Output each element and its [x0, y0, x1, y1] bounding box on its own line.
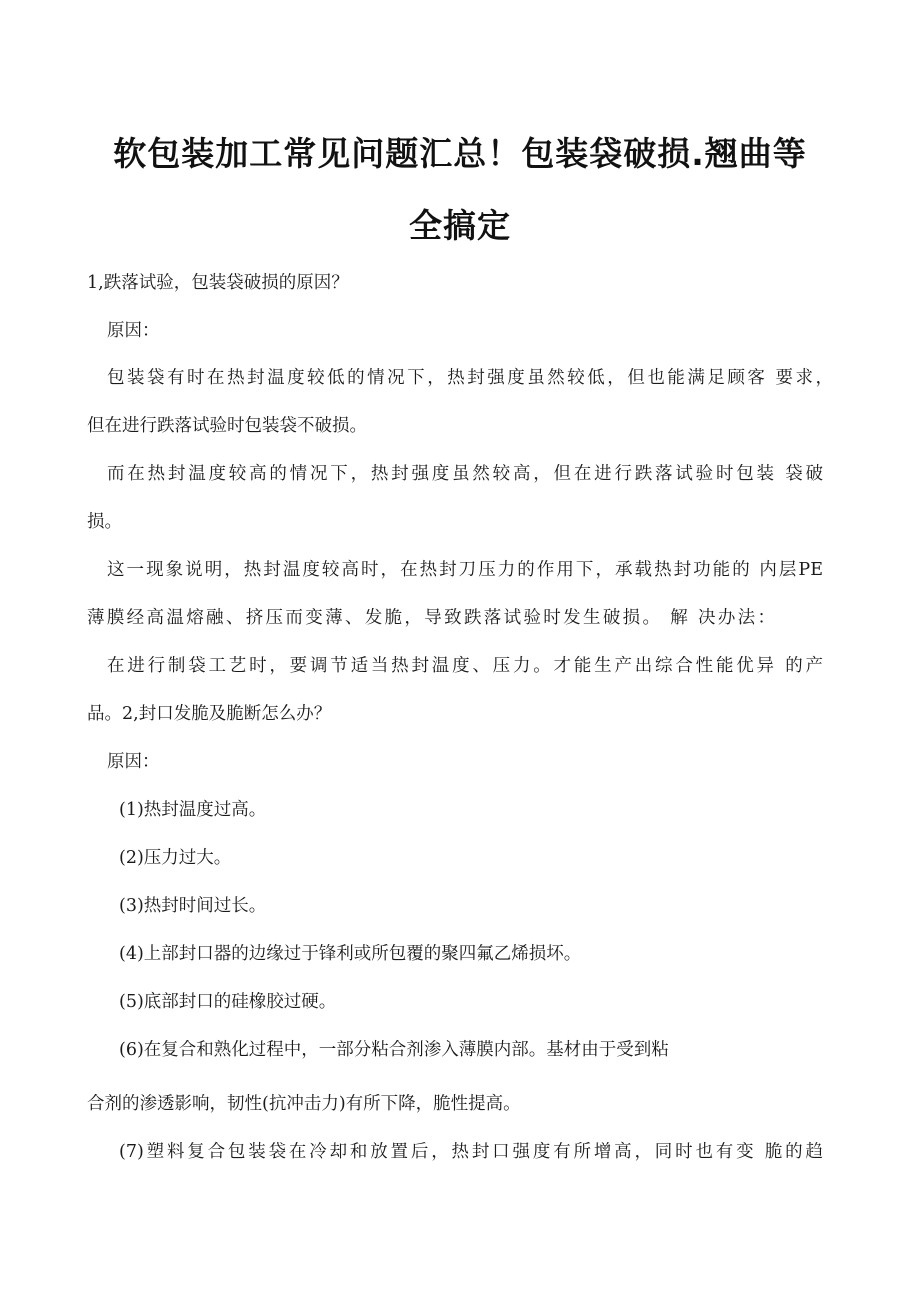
q1-reason-label: 原因： [107, 321, 160, 341]
q2-item-6-continuation: 合剂的渗透影响，韧性(抗冲击力)有所下降，脆性提高。 [87, 1094, 521, 1114]
q1-paragraph-2-line-1: 而在热封温度较高的情况下，热封强度虽然较高，但在进行跌落试验时包装 袋破 [107, 464, 823, 484]
q1-paragraph-1-line-2: 但在进行跌落试验时包装袋不破损。 [87, 416, 367, 436]
q2-item-1: (1)热封温度过高。 [119, 800, 267, 820]
q1-paragraph-2-line-2: 损。 [87, 512, 122, 532]
q1-paragraph-4-line-1: 在进行制袋工艺时，要调节适当热封温度、压力。才能生产出综合性能优异 的产 [107, 656, 823, 676]
q2-item-2: (2)压力过大。 [119, 848, 232, 868]
q2-item-5: (5)底部封口的硅橡胶过硬。 [119, 992, 337, 1012]
document-title-line2: 全搞定 [409, 206, 511, 245]
q1-paragraph-4-line-2: 品。2,封口发脆及脆断怎么办？ [87, 704, 332, 724]
q2-reason-label: 原因： [107, 752, 160, 772]
q2-item-7: (7)塑料复合包装袋在冷却和放置后，热封口强度有所增高，同时也有变 脆的趋 [119, 1142, 823, 1162]
q2-item-6: (6)在复合和熟化过程中，一部分粘合剂渗入薄膜内部。基材由于受到粘 [119, 1040, 669, 1060]
question-1-heading: 1,跌落试验，包装袋破损的原因？ [87, 273, 349, 293]
document-title-line1: 软包装加工常见问题汇总！包装袋破损.翘曲等 [113, 134, 807, 173]
q1-paragraph-1-line-1: 包装袋有时在热封温度较低的情况下，热封强度虽然较低，但也能满足顾客 要求， [107, 368, 833, 388]
q2-item-3: (3)热封时间过长。 [119, 896, 267, 916]
q2-item-4: (4)上部封口器的边缘过于锋利或所包覆的聚四氟乙烯损坏。 [119, 944, 582, 964]
q1-paragraph-3-line-1: 这一现象说明，热封温度较高时，在热封刀压力的作用下，承载热封功能的 内层PE [107, 560, 823, 580]
q1-paragraph-3-line-2: 薄膜经高温熔融、挤压而变薄、发脆，导致跌落试验时发生破损。 解 决办法： [87, 608, 775, 628]
